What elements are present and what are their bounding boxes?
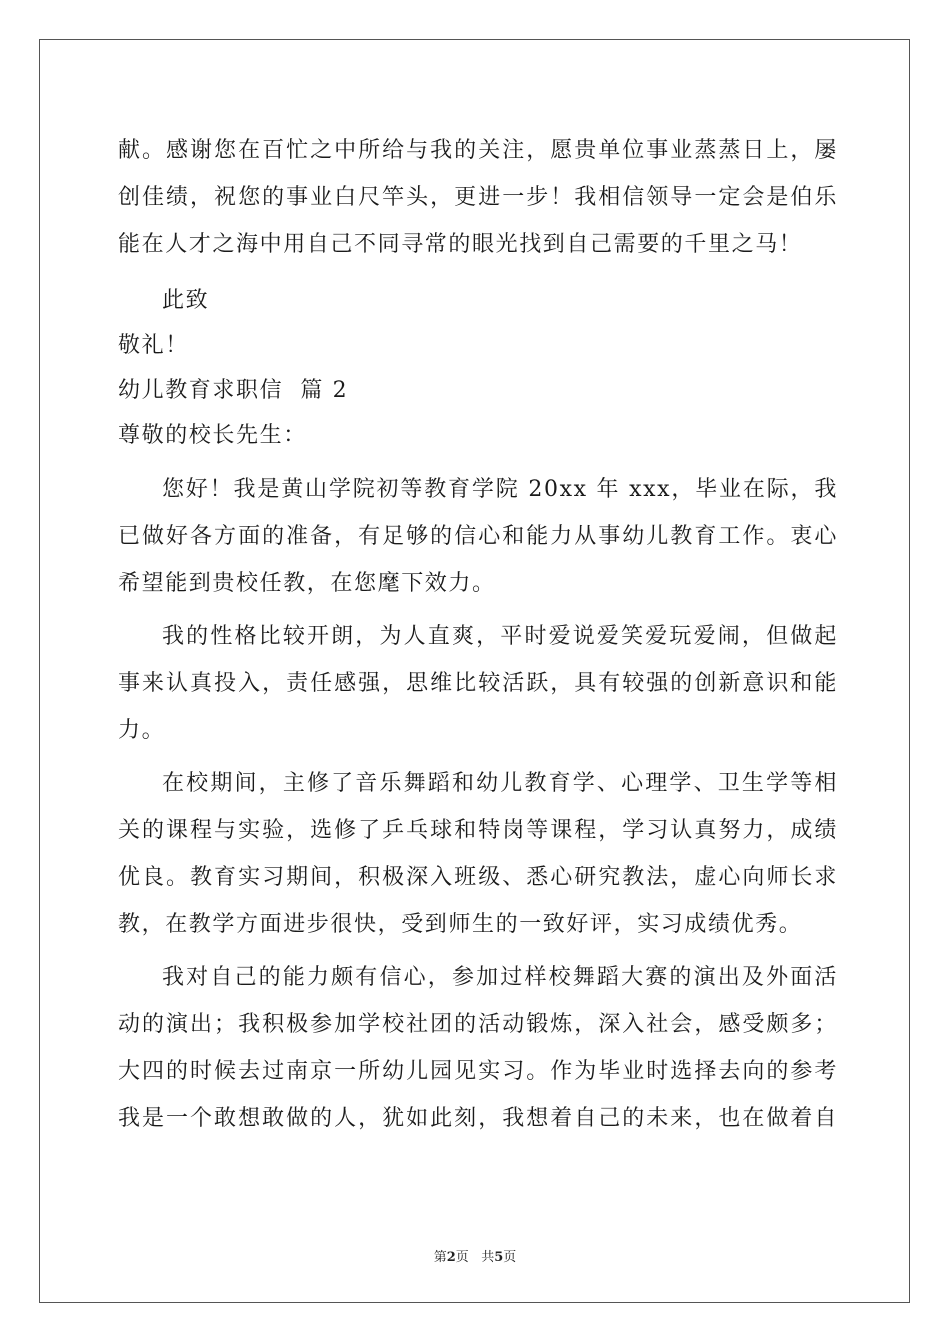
text-line: 我的性格比较开朗，为人直爽，平时爱说爱笑爱玩爱闹，但做起 (162, 624, 838, 649)
text-line: 力。 (118, 718, 166, 743)
text-line: 已做好各方面的准备，有足够的信心和能力从事幼儿教育工作。衷心 (118, 524, 838, 549)
page-suffix: 页 (455, 1250, 469, 1265)
closing-line: 此致 (162, 288, 210, 313)
total-suffix: 页 (503, 1250, 517, 1265)
total-pages: 5 (494, 1250, 504, 1265)
text-line: 关的课程与实验，选修了乒乓球和特岗等课程，学习认真努力，成绩 (118, 818, 838, 843)
text-line: 您好！我是黄山学院初等教育学院 20xx 年 xxx，毕业在际，我 (162, 477, 838, 502)
text-line: 大四的时候去过南京一所幼儿园见实习。作为毕业时选择去向的参考 (118, 1059, 838, 1084)
text-line: 献。感谢您在百忙之中所给与我的关注，愿贵单位事业蒸蒸日上，屡 (118, 138, 838, 163)
text-line: 教，在教学方面进步很快，受到师生的一致好评，实习成绩优秀。 (118, 912, 803, 937)
text-line: 我对自己的能力颇有信心，参加过样校舞蹈大赛的演出及外面活 (162, 965, 838, 990)
text-line: 事来认真投入，责任感强，思维比较活跃，具有较强的创新意识和能 (118, 671, 838, 696)
text-line: 动的演出；我积极参加学校社团的活动锻炼，深入社会，感受颇多； (118, 1012, 838, 1037)
text-line: 优良。教育实习期间，积极深入班级、悉心研究教法，虚心向师长求 (118, 865, 838, 890)
text-line: 我是一个敢想敢做的人，犹如此刻，我想着自己的未来，也在做着自 (118, 1106, 838, 1131)
page-number: 2 (446, 1250, 456, 1265)
page-footer (0, 1246, 950, 1265)
text-line: 在校期间，主修了音乐舞蹈和幼儿教育学、心理学、卫生学等相 (162, 771, 838, 796)
text-line: 能在人才之海中用自己不同寻常的眼光找到自己需要的千里之马！ (118, 232, 803, 257)
document-body (118, 127, 838, 1142)
section-heading: 幼儿教育求职信 篇 2 (118, 378, 349, 403)
text-line: 希望能到贵校任教，在您麾下效力。 (118, 571, 496, 596)
page-prefix: 第 (433, 1250, 447, 1265)
total-prefix: 共 (481, 1250, 495, 1265)
salutation: 尊敬的校长先生： (118, 423, 307, 448)
closing-line: 敬礼！ (118, 333, 189, 358)
text-line: 创佳绩，祝您的事业白尺竿头，更进一步！我相信领导一定会是伯乐 (118, 185, 838, 210)
